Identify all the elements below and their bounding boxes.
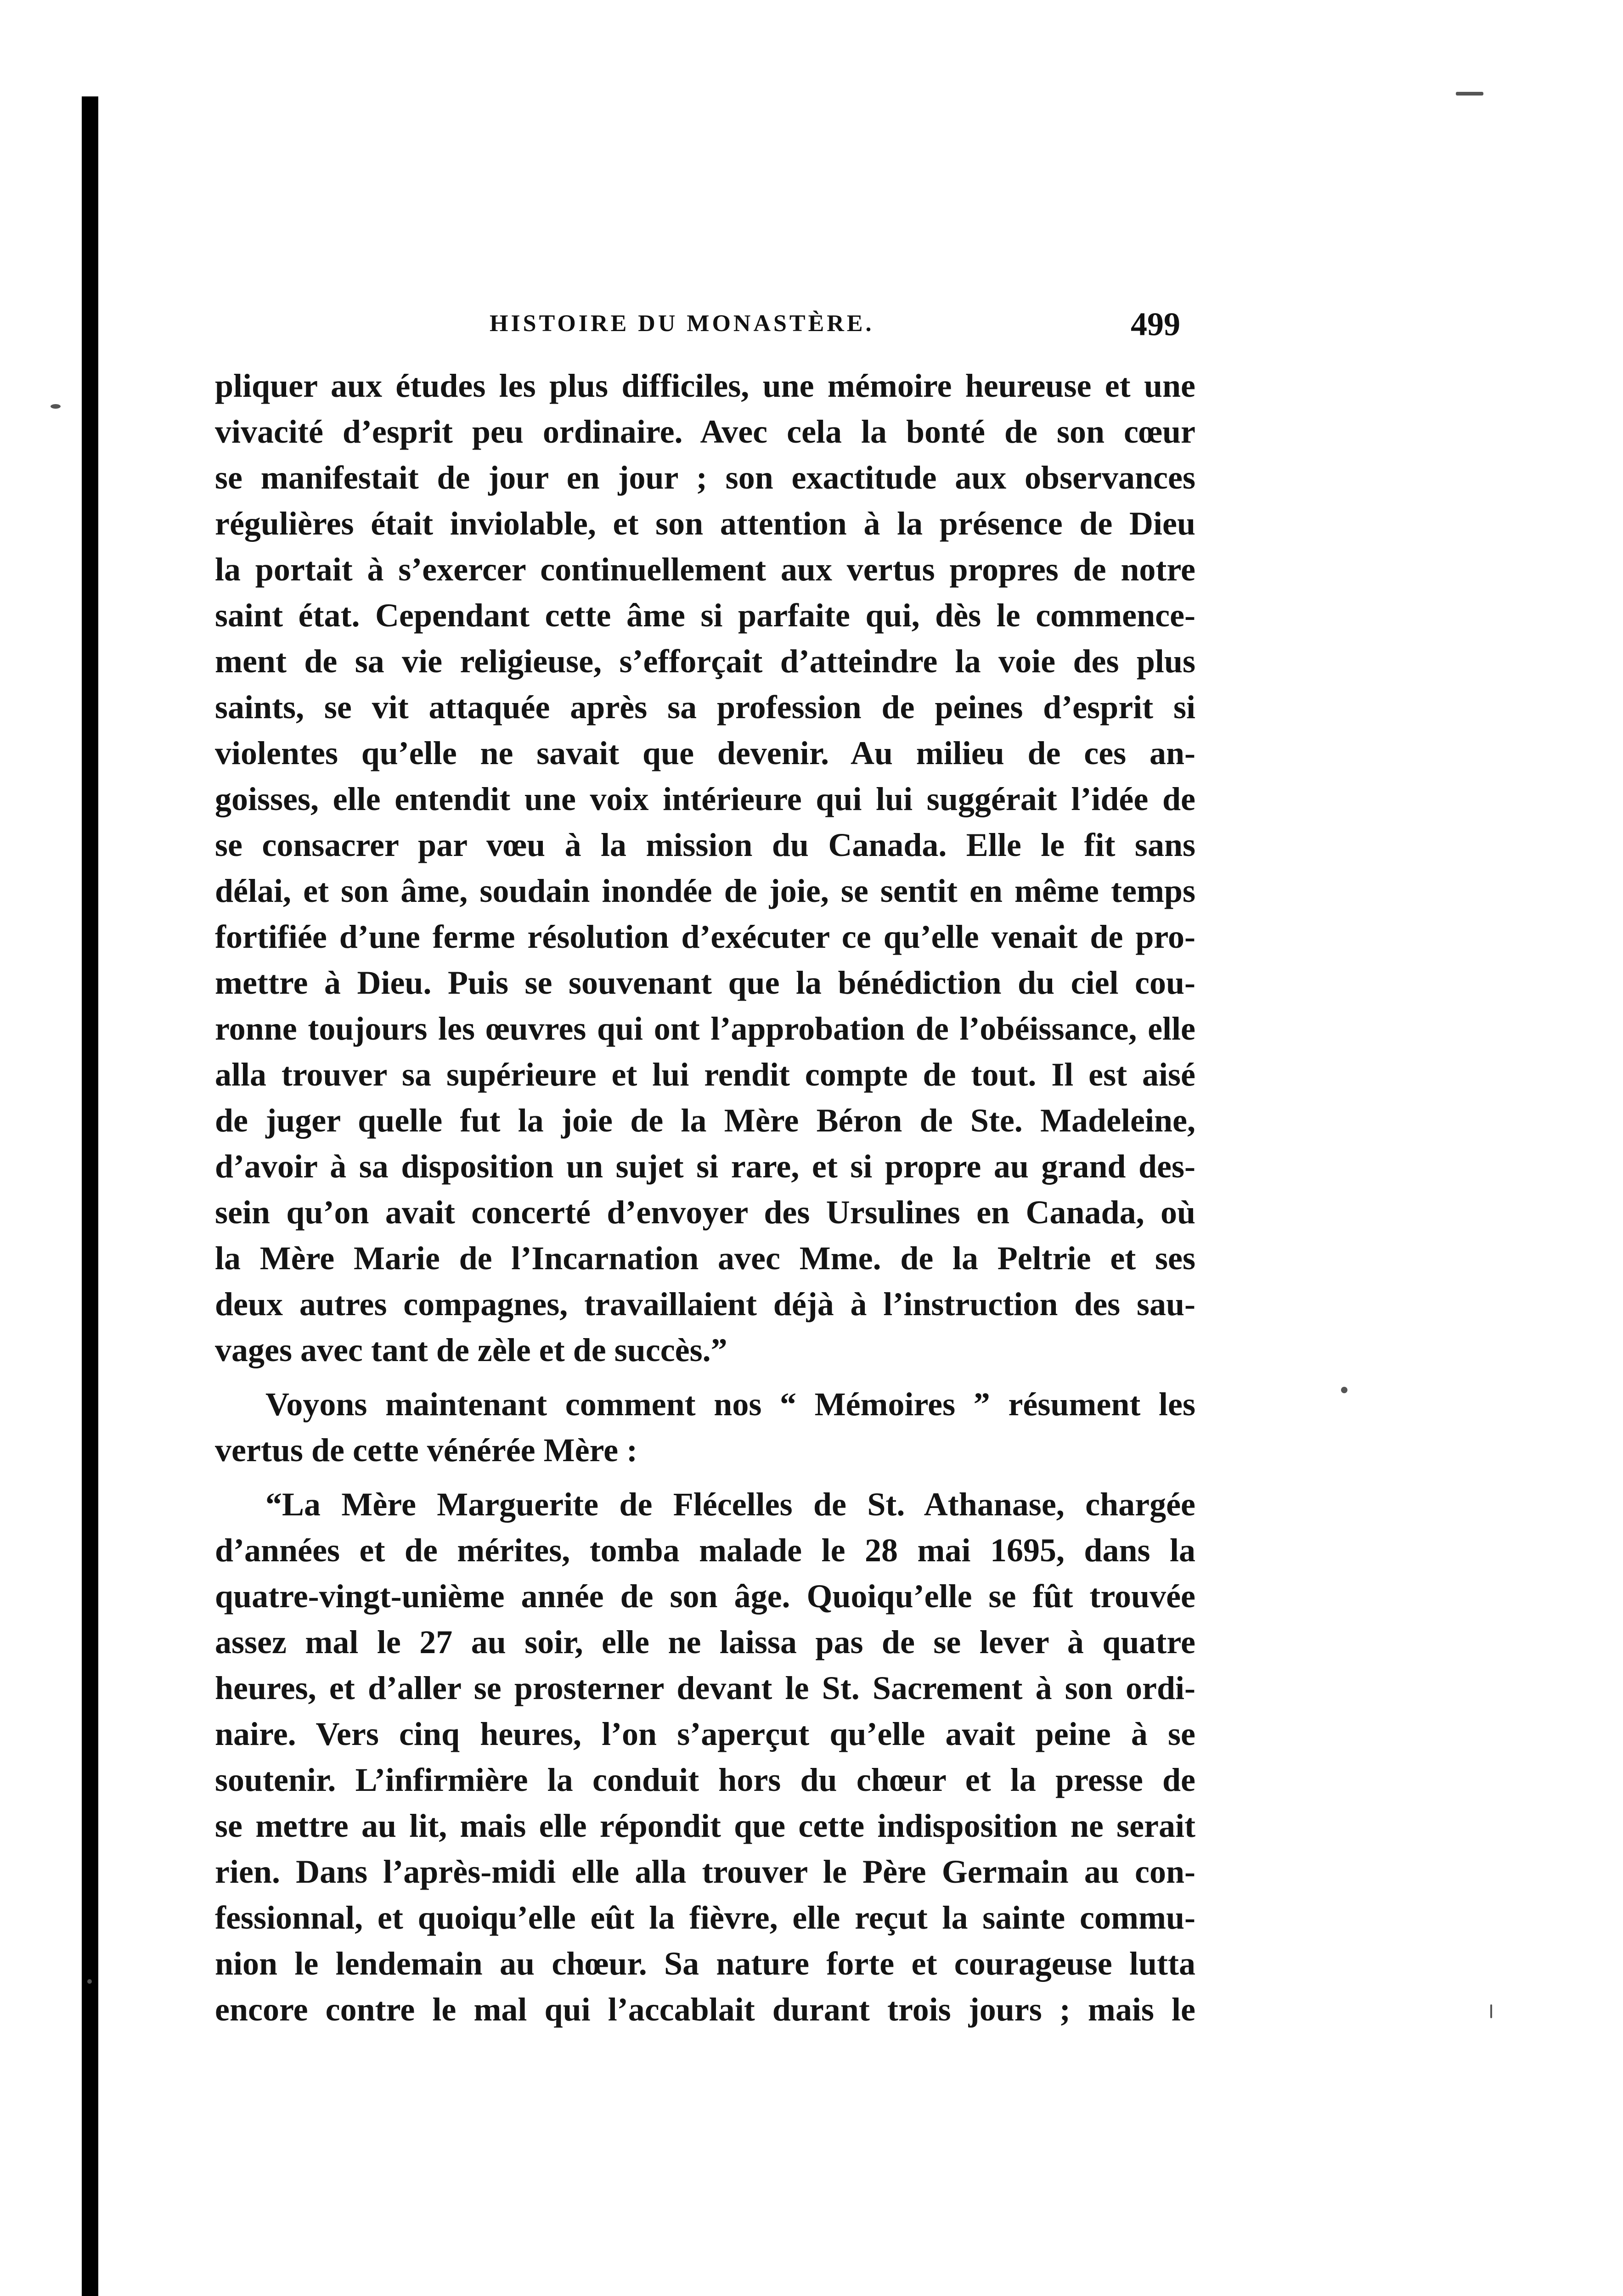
- text-line: vages avec tant de zèle et de succès.”: [215, 1332, 727, 1368]
- text-line: d’avoir à sa disposition un sujet si rare, et si propre au grand des-: [215, 1148, 1195, 1185]
- text-line: pliquer aux études les plus difficiles, une mémoire heureuse et une: [215, 367, 1195, 404]
- text-line: goisses, elle entendit une voix intérieure qui lui suggérait l’idée de: [215, 781, 1195, 817]
- text-line: la portait à s’exercer continuellement aux vertus propres de notre: [215, 551, 1195, 588]
- text-line: mettre à Dieu. Puis se souvenant que la bénédiction du ciel cou-: [215, 964, 1195, 1001]
- text-line: naire. Vers cinq heures, l’on s’aperçut qu’elle avait peine à se: [215, 1716, 1195, 1752]
- text-line: soutenir. L’infirmière la conduit hors du chœur et la presse de: [215, 1761, 1195, 1798]
- text-line: ronne toujours les œuvres qui ont l’approbation de l’obéissance, elle: [215, 1010, 1195, 1047]
- scan-speck: [51, 404, 61, 409]
- text-line: d’années et de mérites, tomba malade le 28 mai 1695, dans la: [215, 1532, 1195, 1569]
- scan-speck: [1490, 2004, 1492, 2018]
- scan-speck: [1456, 92, 1483, 96]
- text-line: se consacrer par vœu à la mission du Canada. Elle le fit sans: [215, 827, 1195, 863]
- body-text: [215, 363, 1195, 2032]
- text-line: se manifestait de jour en jour ; son exactitude aux observances: [215, 459, 1195, 496]
- text-line: régulières était inviolable, et son attention à la présence de Dieu: [215, 505, 1195, 542]
- text-line: encore contre le mal qui l’accablait durant trois jours ; mais le: [215, 1991, 1195, 2028]
- text-line: “La Mère Marguerite de Flécelles de St. Athanase, chargée: [265, 1486, 1195, 1523]
- scan-speck: [1341, 1387, 1347, 1393]
- text-line: se mettre au lit, mais elle répondit que cette indisposition ne serait: [215, 1807, 1195, 1844]
- text-line: violentes qu’elle ne savait que devenir. Au milieu de ces an-: [215, 735, 1195, 771]
- text-line: heures, et d’aller se prosterner devant le St. Sacrement à son ordi-: [215, 1670, 1195, 1706]
- text-line: délai, et son âme, soudain inondée de joie, se sentit en même temps: [215, 872, 1195, 909]
- paragraph-2: [215, 1381, 1195, 1473]
- paragraph-3: [215, 1481, 1195, 2032]
- paragraph-1: [215, 363, 1195, 1373]
- text-line: deux autres compagnes, travaillaient déjà à l’instruction des sau-: [215, 1286, 1195, 1322]
- page-number: 499: [1131, 306, 1180, 343]
- running-head: [216, 305, 1180, 347]
- text-line: fortifiée d’une ferme résolution d’exécuter ce qu’elle venait de pro-: [215, 918, 1195, 955]
- text-line: assez mal le 27 au soir, elle ne laissa pas de se lever à quatre: [215, 1624, 1195, 1660]
- text-line: saint état. Cependant cette âme si parfaite qui, dès le commence-: [215, 597, 1195, 634]
- text-line: rien. Dans l’après-midi elle alla trouver le Père Germain au con-: [215, 1853, 1195, 1890]
- scan-speck: [87, 1979, 92, 1984]
- text-line: saints, se vit attaquée après sa profession de peines d’esprit si: [215, 689, 1195, 726]
- text-line: vivacité d’esprit peu ordinaire. Avec cela la bonté de son cœur: [215, 413, 1195, 450]
- text-line: Voyons maintenant comment nos “ Mémoires ” résument les: [265, 1386, 1195, 1423]
- text-line: alla trouver sa supérieure et lui rendit compte de tout. Il est aisé: [215, 1056, 1195, 1093]
- text-line: quatre-vingt-unième année de son âge. Quoiqu’elle se fût trouvée: [215, 1578, 1195, 1615]
- text-line: sein qu’on avait concerté d’envoyer des Ursulines en Canada, où: [215, 1194, 1195, 1231]
- text-line: vertus de cette vénérée Mère :: [215, 1432, 638, 1469]
- text-line: fessionnal, et quoiqu’elle eût la fièvre, elle reçut la sainte commu-: [215, 1899, 1195, 1936]
- running-title: HISTOIRE DU MONASTÈRE.: [490, 310, 874, 337]
- text-line: de juger quelle fut la joie de la Mère Béron de Ste. Madeleine,: [215, 1102, 1195, 1139]
- text-line: nion le lendemain au chœur. Sa nature forte et courageuse lutta: [215, 1945, 1195, 1982]
- text-line: la Mère Marie de l’Incarnation avec Mme. de la Peltrie et ses: [215, 1240, 1195, 1277]
- text-line: ment de sa vie religieuse, s’efforçait d’atteindre la voie des plus: [215, 643, 1195, 680]
- binding-shadow: [82, 96, 98, 2296]
